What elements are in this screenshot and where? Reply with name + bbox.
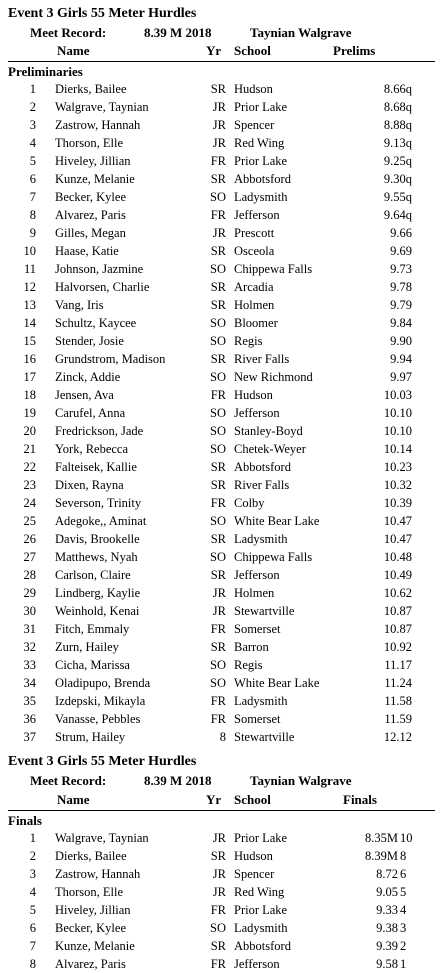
time-cell: 10.47	[383, 532, 412, 546]
time-cell: 9.73	[390, 262, 412, 276]
school-cell: Holmen	[234, 298, 275, 312]
athlete-name-cell: Alvarez, Paris	[55, 957, 126, 971]
table-row	[0, 901, 443, 919]
year-cell: 8	[219, 730, 226, 744]
meet-record-value-finals: 8.39 M 2018	[144, 773, 212, 788]
table-row	[0, 278, 443, 296]
table-row	[0, 674, 443, 692]
time-cell: 9.90	[390, 334, 412, 348]
year-cell: FR	[210, 694, 226, 708]
place-cell: 6	[29, 921, 36, 935]
athlete-name-cell: Dierks, Bailee	[55, 82, 127, 96]
section-label-finals: Finals	[8, 813, 42, 828]
time-cell: 10.14	[383, 442, 412, 456]
place-cell: 8	[29, 208, 36, 222]
athlete-name-cell: Becker, Kylee	[55, 921, 126, 935]
athlete-name-cell: Oladipupo, Brenda	[55, 676, 151, 690]
school-cell: Ladysmith	[234, 694, 288, 708]
school-cell: Ladysmith	[234, 921, 288, 935]
place-cell: 6	[29, 172, 36, 186]
place-cell: 4	[29, 136, 36, 150]
time-cell: 8.88q	[383, 118, 412, 132]
athlete-name-cell: Walgrave, Taynian	[55, 100, 149, 114]
year-cell: JR	[212, 867, 226, 881]
place-cell: 33	[23, 658, 36, 672]
year-cell: JR	[212, 118, 226, 132]
athlete-name-cell: Davis, Brookelle	[55, 532, 140, 546]
points-cell: 5	[400, 885, 407, 899]
athlete-name-cell: Thorson, Elle	[55, 136, 124, 150]
points-cell: 3	[400, 921, 407, 935]
year-cell: JR	[212, 604, 226, 618]
time-cell: 9.38	[376, 921, 398, 935]
table-row	[0, 170, 443, 188]
place-cell: 35	[23, 694, 36, 708]
place-cell: 30	[23, 604, 36, 618]
table-row	[0, 422, 443, 440]
event-title-finals: Event 3 Girls 55 Meter Hurdles	[8, 754, 197, 769]
time-cell: 9.39	[376, 939, 398, 953]
place-cell: 7	[29, 939, 36, 953]
table-row	[0, 206, 443, 224]
place-cell: 15	[23, 334, 36, 348]
athlete-name-cell: Kunze, Melanie	[55, 939, 135, 953]
school-cell: Chetek-Weyer	[234, 442, 306, 456]
time-cell: 9.97	[390, 370, 412, 384]
time-cell: 9.66	[390, 226, 412, 240]
school-cell: Holmen	[234, 586, 275, 600]
year-cell: SR	[210, 298, 226, 312]
column-header-yr: Yr	[206, 43, 222, 58]
school-cell: Hudson	[234, 82, 273, 96]
place-cell: 1	[29, 82, 36, 96]
table-row	[0, 937, 443, 955]
points-cell: 6	[400, 867, 407, 881]
table-row	[0, 296, 443, 314]
year-cell: SO	[210, 514, 226, 528]
points-cell: 10	[400, 831, 413, 845]
table-row	[0, 865, 443, 883]
column-header-prelims: Prelims	[333, 43, 376, 58]
school-cell: Colby	[234, 496, 265, 510]
header-divider	[8, 61, 435, 62]
school-cell: Arcadia	[234, 280, 274, 294]
place-cell: 16	[23, 352, 36, 366]
year-cell: JR	[212, 586, 226, 600]
school-cell: Stewartville	[234, 730, 295, 744]
school-cell: Hudson	[234, 388, 273, 402]
year-cell: SR	[210, 478, 226, 492]
table-row	[0, 152, 443, 170]
table-row	[0, 368, 443, 386]
table-row	[0, 80, 443, 98]
year-cell: JR	[212, 100, 226, 114]
school-cell: Ladysmith	[234, 532, 288, 546]
time-cell: 10.62	[383, 586, 412, 600]
athlete-name-cell: Zastrow, Hannah	[55, 118, 141, 132]
athlete-name-cell: Carlson, Claire	[55, 568, 131, 582]
time-cell: 10.87	[383, 622, 412, 636]
time-cell: 10.10	[383, 424, 412, 438]
points-cell: 8	[400, 849, 407, 863]
athlete-name-cell: Adegoke,, Aminat	[55, 514, 147, 528]
school-cell: Regis	[234, 334, 263, 348]
year-cell: SR	[210, 640, 226, 654]
place-cell: 29	[23, 586, 36, 600]
athlete-name-cell: Johnson, Jazmine	[55, 262, 144, 276]
table-row	[0, 566, 443, 584]
year-cell: SO	[210, 370, 226, 384]
school-cell: Somerset	[234, 712, 281, 726]
place-cell: 19	[23, 406, 36, 420]
year-cell: FR	[210, 208, 226, 222]
meet-record-value: 8.39 M 2018	[144, 25, 212, 40]
header-divider-finals	[8, 810, 435, 811]
meet-record-holder: Taynian Walgrave	[250, 25, 352, 40]
place-cell: 7	[29, 190, 36, 204]
year-cell: SO	[210, 550, 226, 564]
place-cell: 36	[23, 712, 36, 726]
time-cell: 9.30q	[383, 172, 412, 186]
place-cell: 31	[23, 622, 36, 636]
athlete-name-cell: Vanasse, Pebbles	[55, 712, 141, 726]
time-cell: 11.58	[384, 694, 412, 708]
place-cell: 21	[23, 442, 36, 456]
school-cell: Red Wing	[234, 885, 285, 899]
place-cell: 10	[23, 244, 36, 258]
table-row	[0, 116, 443, 134]
table-row	[0, 350, 443, 368]
year-cell: SR	[210, 244, 226, 258]
year-cell: SR	[210, 352, 226, 366]
time-cell: 9.79	[390, 298, 412, 312]
athlete-name-cell: Weinhold, Kenai	[55, 604, 140, 618]
school-cell: Regis	[234, 658, 263, 672]
place-cell: 8	[29, 957, 36, 971]
table-row	[0, 458, 443, 476]
table-row	[0, 919, 443, 937]
table-row	[0, 656, 443, 674]
table-row	[0, 260, 443, 278]
place-cell: 11	[23, 262, 36, 276]
athlete-name-cell: Gilles, Megan	[55, 226, 126, 240]
place-cell: 34	[23, 676, 36, 690]
table-row	[0, 530, 443, 548]
table-row	[0, 242, 443, 260]
school-cell: Prior Lake	[234, 154, 288, 168]
athlete-name-cell: Zinck, Addie	[55, 370, 121, 384]
athlete-name-cell: Hiveley, Jillian	[55, 903, 131, 917]
place-cell: 4	[29, 885, 36, 899]
place-cell: 24	[23, 496, 36, 510]
year-cell: SR	[210, 460, 226, 474]
time-cell: 8.66q	[383, 82, 412, 96]
athlete-name-cell: Becker, Kylee	[55, 190, 126, 204]
table-row	[0, 332, 443, 350]
athlete-name-cell: York, Rebecca	[55, 442, 129, 456]
place-cell: 2	[29, 849, 36, 863]
school-cell: Prior Lake	[234, 100, 288, 114]
school-cell: Abbotsford	[234, 172, 291, 186]
place-cell: 22	[23, 460, 36, 474]
time-cell: 10.03	[383, 388, 412, 402]
school-cell: Stanley-Boyd	[234, 424, 303, 438]
year-cell: SO	[210, 190, 226, 204]
athlete-name-cell: Alvarez, Paris	[55, 208, 126, 222]
table-row	[0, 602, 443, 620]
year-cell: FR	[210, 712, 226, 726]
school-cell: Red Wing	[234, 136, 285, 150]
year-cell: SO	[210, 424, 226, 438]
event-title: Event 3 Girls 55 Meter Hurdles	[8, 6, 197, 21]
time-cell: 12.12	[383, 730, 412, 744]
table-row	[0, 224, 443, 242]
athlete-name-cell: Dixen, Rayna	[55, 478, 124, 492]
year-cell: SR	[210, 172, 226, 186]
place-cell: 3	[29, 867, 36, 881]
time-cell: 8.39M	[365, 849, 398, 863]
year-cell: SR	[210, 532, 226, 546]
table-row	[0, 692, 443, 710]
school-cell: Spencer	[234, 118, 275, 132]
year-cell: FR	[210, 154, 226, 168]
athlete-name-cell: Dierks, Bailee	[55, 849, 127, 863]
athlete-name-cell: Fredrickson, Jade	[55, 424, 144, 438]
meet-record-label-finals: Meet Record:	[30, 773, 107, 788]
athlete-name-cell: Lindberg, Kaylie	[55, 586, 141, 600]
place-cell: 12	[23, 280, 36, 294]
table-row	[0, 955, 443, 973]
school-cell: Prior Lake	[234, 903, 288, 917]
year-cell: JR	[212, 136, 226, 150]
athlete-name-cell: Hiveley, Jillian	[55, 154, 131, 168]
column-header-finals: Finals	[343, 792, 377, 807]
athlete-name-cell: Strum, Hailey	[55, 730, 126, 744]
year-cell: FR	[210, 903, 226, 917]
year-cell: SR	[210, 849, 226, 863]
table-row	[0, 548, 443, 566]
athlete-name-cell: Jensen, Ava	[55, 388, 114, 402]
table-row	[0, 188, 443, 206]
meet-record-label: Meet Record:	[30, 25, 107, 40]
place-cell: 28	[23, 568, 36, 582]
place-cell: 5	[29, 154, 36, 168]
school-cell: Barron	[234, 640, 269, 654]
school-cell: Osceola	[234, 244, 275, 258]
time-cell: 8.72	[376, 867, 398, 881]
athlete-name-cell: Thorson, Elle	[55, 885, 124, 899]
school-cell: Ladysmith	[234, 190, 288, 204]
school-cell: Chippewa Falls	[234, 262, 313, 276]
time-cell: 11.17	[384, 658, 412, 672]
athlete-name-cell: Severson, Trinity	[55, 496, 142, 510]
table-row	[0, 728, 443, 746]
school-cell: Bloomer	[234, 316, 278, 330]
column-header-name-finals: Name	[57, 792, 90, 807]
place-cell: 13	[23, 298, 36, 312]
time-cell: 10.48	[383, 550, 412, 564]
table-row	[0, 638, 443, 656]
athlete-name-cell: Carufel, Anna	[55, 406, 126, 420]
year-cell: SO	[210, 262, 226, 276]
athlete-name-cell: Kunze, Melanie	[55, 172, 135, 186]
time-cell: 10.47	[383, 514, 412, 528]
table-row	[0, 584, 443, 602]
year-cell: SO	[210, 406, 226, 420]
school-cell: Stewartville	[234, 604, 295, 618]
place-cell: 37	[23, 730, 36, 744]
year-cell: SR	[210, 568, 226, 582]
athlete-name-cell: Walgrave, Taynian	[55, 831, 149, 845]
athlete-name-cell: Schultz, Kaycee	[55, 316, 137, 330]
school-cell: River Falls	[234, 478, 290, 492]
place-cell: 18	[23, 388, 36, 402]
time-cell: 10.10	[383, 406, 412, 420]
time-cell: 11.24	[384, 676, 412, 690]
time-cell: 8.35M	[365, 831, 398, 845]
athlete-name-cell: Vang, Iris	[55, 298, 104, 312]
table-row	[0, 710, 443, 728]
place-cell: 14	[23, 316, 36, 330]
points-cell: 1	[400, 957, 407, 971]
table-row	[0, 512, 443, 530]
place-cell: 32	[23, 640, 36, 654]
time-cell: 10.39	[383, 496, 412, 510]
time-cell: 9.58	[376, 957, 398, 971]
school-cell: Hudson	[234, 849, 273, 863]
place-cell: 25	[23, 514, 36, 528]
time-cell: 9.69	[390, 244, 412, 258]
year-cell: FR	[210, 388, 226, 402]
year-cell: FR	[210, 957, 226, 971]
table-row	[0, 386, 443, 404]
year-cell: SO	[210, 316, 226, 330]
table-row	[0, 476, 443, 494]
place-cell: 9	[29, 226, 36, 240]
year-cell: JR	[212, 831, 226, 845]
place-cell: 5	[29, 903, 36, 917]
table-row	[0, 847, 443, 865]
time-cell: 9.64q	[383, 208, 412, 222]
column-header-school: School	[234, 43, 271, 58]
section-label-preliminaries: Preliminaries	[8, 64, 83, 79]
time-cell: 10.32	[383, 478, 412, 492]
time-cell: 9.78	[390, 280, 412, 294]
time-cell: 9.05	[376, 885, 398, 899]
table-row	[0, 98, 443, 116]
time-cell: 9.84	[390, 316, 412, 330]
table-row	[0, 883, 443, 901]
year-cell: FR	[210, 496, 226, 510]
time-cell: 9.33	[376, 903, 398, 917]
time-cell: 9.55q	[383, 190, 412, 204]
school-cell: Chippewa Falls	[234, 550, 313, 564]
time-cell: 10.92	[383, 640, 412, 654]
meet-record-holder-finals: Taynian Walgrave	[250, 773, 352, 788]
year-cell: SO	[210, 658, 226, 672]
year-cell: SO	[210, 442, 226, 456]
school-cell: Abbotsford	[234, 460, 291, 474]
column-header-name: Name	[57, 43, 90, 58]
table-row	[0, 494, 443, 512]
table-row	[0, 404, 443, 422]
points-cell: 2	[400, 939, 407, 953]
school-cell: Abbotsford	[234, 939, 291, 953]
athlete-name-cell: Zastrow, Hannah	[55, 867, 141, 881]
place-cell: 20	[23, 424, 36, 438]
time-cell: 10.49	[383, 568, 412, 582]
year-cell: SO	[210, 921, 226, 935]
athlete-name-cell: Haase, Katie	[55, 244, 119, 258]
school-cell: Jefferson	[234, 957, 280, 971]
school-cell: White Bear Lake	[234, 676, 320, 690]
time-cell: 9.25q	[383, 154, 412, 168]
athlete-name-cell: Matthews, Nyah	[55, 550, 138, 564]
year-cell: SR	[210, 82, 226, 96]
column-header-school-finals: School	[234, 792, 271, 807]
athlete-name-cell: Cicha, Marissa	[55, 658, 130, 672]
athlete-name-cell: Izdepski, Mikayla	[55, 694, 146, 708]
time-cell: 8.68q	[383, 100, 412, 114]
athlete-name-cell: Stender, Josie	[55, 334, 124, 348]
year-cell: SO	[210, 334, 226, 348]
table-row	[0, 829, 443, 847]
year-cell: SO	[210, 676, 226, 690]
year-cell: JR	[212, 885, 226, 899]
place-cell: 17	[23, 370, 36, 384]
athlete-name-cell: Zurn, Hailey	[55, 640, 119, 654]
school-cell: White Bear Lake	[234, 514, 320, 528]
school-cell: Somerset	[234, 622, 281, 636]
school-cell: Jefferson	[234, 208, 280, 222]
year-cell: SR	[210, 280, 226, 294]
school-cell: Prescott	[234, 226, 275, 240]
place-cell: 1	[29, 831, 36, 845]
school-cell: Jefferson	[234, 406, 280, 420]
athlete-name-cell: Halvorsen, Charlie	[55, 280, 150, 294]
school-cell: Spencer	[234, 867, 275, 881]
place-cell: 23	[23, 478, 36, 492]
place-cell: 26	[23, 532, 36, 546]
school-cell: Prior Lake	[234, 831, 288, 845]
time-cell: 10.87	[383, 604, 412, 618]
time-cell: 9.13q	[383, 136, 412, 150]
school-cell: Jefferson	[234, 568, 280, 582]
athlete-name-cell: Fitch, Emmaly	[55, 622, 130, 636]
table-row	[0, 314, 443, 332]
year-cell: FR	[210, 622, 226, 636]
year-cell: JR	[212, 226, 226, 240]
athlete-name-cell: Grundstrom, Madison	[55, 352, 166, 366]
time-cell: 11.59	[384, 712, 412, 726]
column-header-yr-finals: Yr	[206, 792, 222, 807]
athlete-name-cell: Falteisek, Kallie	[55, 460, 137, 474]
place-cell: 27	[23, 550, 36, 564]
time-cell: 9.94	[390, 352, 412, 366]
school-cell: New Richmond	[234, 370, 313, 384]
points-cell: 4	[400, 903, 407, 917]
year-cell: SR	[210, 939, 226, 953]
place-cell: 2	[29, 100, 36, 114]
table-row	[0, 440, 443, 458]
school-cell: River Falls	[234, 352, 290, 366]
place-cell: 3	[29, 118, 36, 132]
table-row	[0, 134, 443, 152]
table-row	[0, 620, 443, 638]
time-cell: 10.23	[383, 460, 412, 474]
